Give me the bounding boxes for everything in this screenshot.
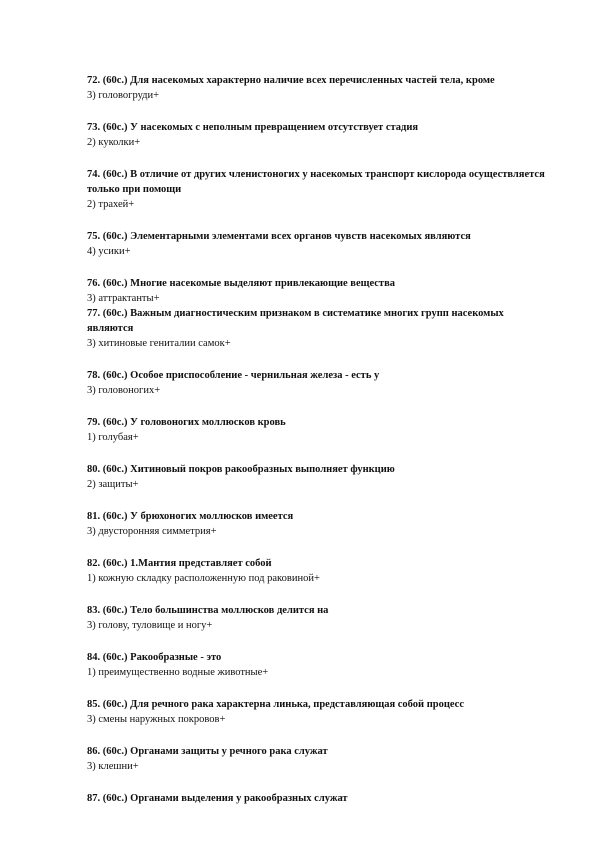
question-text [87, 73, 552, 88]
question-number: 82. (60с.) [87, 558, 128, 569]
question-body: У головоногих моллюсков кровь [130, 417, 286, 428]
question-number: 77. (60с.) [87, 308, 128, 319]
question-text [87, 167, 552, 197]
question-body: Хитиновый покров ракообразных выполняет функцию [130, 464, 395, 475]
question-number: 87. (60с.) [87, 793, 128, 804]
question-body: Органами выделения у ракообразных служат [130, 793, 348, 804]
question-body: В отличие от других членистоногих у насекомых транспорт кислорода осуществляется только при помощи [87, 169, 545, 195]
question-number: 76. (60с.) [87, 278, 128, 289]
answer-text: 1) кожную складку расположенную под раковиной+ [87, 573, 320, 584]
question-text [87, 306, 552, 336]
question-item-87 [87, 791, 552, 806]
question-text [87, 368, 552, 383]
question-body: Для насекомых характерно наличие всех перечисленных частей тела, кроме [130, 75, 495, 86]
answer-text: 2) защиты+ [87, 479, 139, 490]
question-body: Тело большинства моллюсков делится на [130, 605, 329, 616]
question-text [87, 415, 552, 430]
answer-text: 3) клешни+ [87, 761, 139, 772]
answer-text: 3) двусторонняя симметрия+ [87, 526, 217, 537]
question-item-83 [87, 603, 552, 633]
question-body: Многие насекомые выделяют привлекающие вещества [130, 278, 396, 289]
question-number: 79. (60с.) [87, 417, 128, 428]
question-text [87, 603, 552, 618]
question-body: У брюхоногих моллюсков имеется [130, 511, 294, 522]
question-item-81 [87, 509, 552, 539]
question-body: Органами защиты у речного рака служат [130, 746, 328, 757]
question-body: 1.Мантия представляет собой [130, 558, 272, 569]
question-number: 72. (60с.) [87, 75, 128, 86]
question-body: Элементарными элементами всех органов чувств насекомых являются [130, 231, 471, 242]
question-text [87, 650, 552, 665]
question-item-85 [87, 697, 552, 727]
question-text [87, 120, 552, 135]
question-number: 81. (60с.) [87, 511, 128, 522]
question-number: 83. (60с.) [87, 605, 128, 616]
question-number: 85. (60с.) [87, 699, 128, 710]
document-page [87, 73, 552, 823]
question-text [87, 697, 552, 712]
answer-text: 3) смены наружных покровов+ [87, 714, 226, 725]
question-item-73 [87, 120, 552, 150]
question-body: Особое приспособление - чернильная железа - есть у [130, 370, 380, 381]
question-item-77 [87, 306, 552, 351]
answer-text: 1) голубая+ [87, 432, 139, 443]
question-body: У насекомых с неполным превращением отсутствует стадия [130, 122, 419, 133]
question-number: 75. (60с.) [87, 231, 128, 242]
question-text [87, 791, 552, 806]
question-item-79 [87, 415, 552, 445]
question-item-76 [87, 276, 552, 306]
answer-text: 2) трахей+ [87, 199, 135, 210]
question-text [87, 229, 552, 244]
question-number: 74. (60с.) [87, 169, 128, 180]
answer-text: 3) аттрактанты+ [87, 293, 160, 304]
question-number: 73. (60с.) [87, 122, 128, 133]
question-number: 78. (60с.) [87, 370, 128, 381]
answer-text: 3) голову, туловище и ногу+ [87, 620, 213, 631]
question-item-84 [87, 650, 552, 680]
answer-text: 2) куколки+ [87, 137, 141, 148]
question-text [87, 744, 552, 759]
question-item-80 [87, 462, 552, 492]
question-item-86 [87, 744, 552, 774]
question-text [87, 509, 552, 524]
answer-text: 1) преимущественно водные животные+ [87, 667, 269, 678]
question-text [87, 276, 552, 291]
answer-text: 3) головогруди+ [87, 90, 160, 101]
question-body: Для речного рака характерна линька, представляющая собой процесс [130, 699, 465, 710]
question-number: 84. (60с.) [87, 652, 128, 663]
question-text [87, 556, 552, 571]
answer-text: 3) хитиновые гениталии самок+ [87, 338, 231, 349]
question-item-82 [87, 556, 552, 586]
question-number: 86. (60с.) [87, 746, 128, 757]
question-item-78 [87, 368, 552, 398]
question-body: Важным диагностическим признаком в систематике многих групп насекомых являются [87, 308, 504, 334]
question-number: 80. (60с.) [87, 464, 128, 475]
question-item-74 [87, 167, 552, 212]
answer-text: 4) усики+ [87, 246, 131, 257]
question-item-72 [87, 73, 552, 103]
question-text [87, 462, 552, 477]
question-item-75 [87, 229, 552, 259]
answer-text: 3) головоногих+ [87, 385, 161, 396]
question-body: Ракообразные - это [130, 652, 222, 663]
